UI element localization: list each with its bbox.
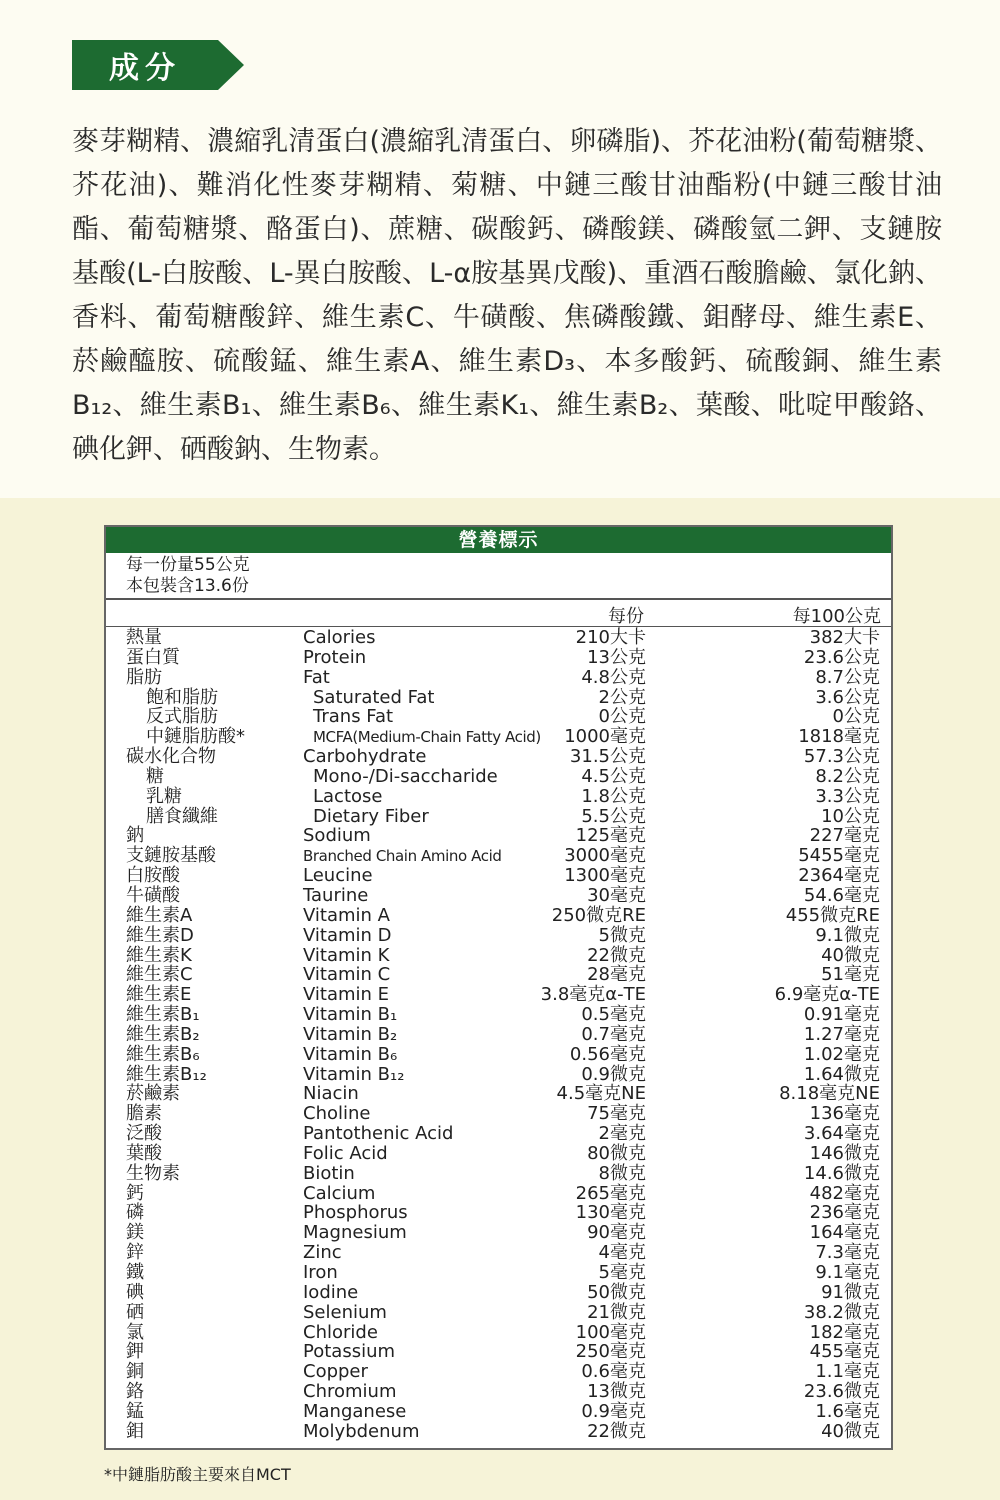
value-per-serving: 125毫克 [575, 825, 646, 847]
table-row [106, 727, 891, 747]
value-per-100g: 2364毫克 [798, 865, 880, 887]
nutrient-name-zh: 支鏈胺基酸 [126, 845, 216, 867]
value-per-serving: 28毫克 [587, 964, 646, 986]
value-per-100g: 51毫克 [821, 964, 880, 986]
nutrition-title: 營養標示 [106, 527, 891, 553]
value-per-100g: 6.9毫克α-TE [774, 984, 880, 1006]
nutrient-name-en: Biotin [303, 1162, 355, 1184]
table-row [106, 1184, 891, 1204]
value-per-serving: 0.9微克 [581, 1063, 646, 1085]
nutrient-name-en: Iodine [303, 1281, 359, 1303]
nutrient-name-en: Protein [303, 646, 367, 668]
table-row [106, 906, 891, 926]
nutrient-name-en: Leucine [303, 865, 373, 887]
value-per-100g: 23.6公克 [803, 646, 880, 668]
value-per-serving: 4.8公克 [581, 666, 646, 688]
value-per-serving: 100毫克 [575, 1321, 646, 1343]
col-per-100g: 每100公克 [792, 606, 881, 627]
value-per-100g: 7.3毫克 [815, 1242, 880, 1264]
value-per-100g: 164毫克 [809, 1222, 880, 1244]
value-per-100g: 91微克 [821, 1281, 880, 1303]
table-row [106, 1323, 891, 1343]
nutrient-name-en: Copper [303, 1361, 368, 1383]
nutrient-name-zh: 中鏈脂肪酸* [146, 726, 245, 748]
value-per-100g: 227毫克 [809, 825, 880, 847]
nutrient-name-en: Zinc [303, 1242, 342, 1264]
nutrient-name-en: Choline [303, 1103, 371, 1125]
table-row [106, 1402, 891, 1422]
value-per-100g: 9.1毫克 [815, 1262, 880, 1283]
value-per-100g: 54.6毫克 [803, 884, 880, 906]
value-per-100g: 1.1毫克 [815, 1361, 880, 1383]
nutrient-name-en: Carbohydrate [303, 746, 427, 768]
nutrient-name-en: Magnesium [303, 1222, 407, 1244]
value-per-serving: 3000毫克 [564, 845, 646, 867]
value-per-serving: 250毫克 [575, 1341, 646, 1363]
nutrient-name-zh: 維生素D [126, 924, 194, 946]
value-per-serving: 90毫克 [587, 1222, 646, 1244]
value-per-serving: 80微克 [587, 1142, 646, 1164]
nutrient-name-zh: 鉀 [126, 1341, 144, 1363]
value-per-100g: 1.27毫克 [803, 1023, 880, 1045]
nutrient-name-en: Vitamin A [303, 904, 390, 926]
value-per-100g: 236毫克 [809, 1202, 880, 1224]
table-row [106, 1243, 891, 1263]
nutrient-name-zh: 菸鹼素 [126, 1083, 180, 1105]
nutrient-name-zh: 維生素B₁ [126, 1004, 200, 1026]
table-row [106, 1342, 891, 1362]
table-row [106, 946, 891, 966]
nutrient-name-en: Branched Chain Amino Acid [303, 847, 502, 866]
nutrient-name-zh: 生物素 [126, 1162, 180, 1184]
table-row [106, 1124, 891, 1144]
nutrient-name-en: Vitamin D [303, 924, 392, 946]
table-row [106, 1382, 891, 1402]
table-row [106, 668, 891, 688]
table-row [106, 1045, 891, 1065]
value-per-100g: 10公克 [821, 805, 880, 827]
value-per-100g: 0公克 [832, 706, 880, 728]
nutrient-name-en: Selenium [303, 1301, 387, 1323]
nutrient-name-zh: 葉酸 [126, 1142, 162, 1164]
table-row [106, 1303, 891, 1323]
serving-info [106, 553, 891, 600]
value-per-100g: 23.6微克 [803, 1381, 880, 1403]
nutrient-name-en: Vitamin E [303, 984, 390, 1006]
value-per-serving: 22微克 [587, 944, 646, 966]
value-per-100g: 8.7公克 [815, 666, 880, 688]
value-per-100g: 382大卡 [809, 627, 880, 648]
table-row [106, 1263, 891, 1283]
table-row [106, 747, 891, 767]
nutrient-name-en: Vitamin C [303, 964, 391, 986]
table-row [106, 1005, 891, 1025]
value-per-serving: 4毫克 [598, 1242, 646, 1264]
nutrient-name-en: MCFA(Medium-Chain Fatty Acid) [313, 728, 541, 747]
nutrient-name-en: Potassium [303, 1341, 396, 1363]
nutrient-name-zh: 維生素B₆ [126, 1043, 200, 1065]
col-per-serving: 每份 [608, 606, 644, 627]
value-per-100g: 9.1微克 [815, 924, 880, 946]
value-per-100g: 455微克RE [785, 904, 880, 926]
value-per-serving: 0公克 [598, 706, 646, 728]
value-per-serving: 50微克 [587, 1281, 646, 1303]
nutrient-name-en: Chromium [303, 1381, 397, 1403]
value-per-serving: 210大卡 [575, 627, 646, 648]
value-per-100g: 1.6毫克 [815, 1400, 880, 1422]
value-per-100g: 40微克 [821, 1420, 880, 1442]
nutrient-name-zh: 氯 [126, 1321, 144, 1343]
nutrient-name-zh: 維生素A [126, 904, 193, 926]
value-per-100g: 182毫克 [809, 1321, 880, 1343]
nutrient-name-en: Fat [303, 666, 330, 688]
footnote: *中鏈脂肪酸主要來自MCT [104, 1465, 291, 1484]
nutrient-name-en: Niacin [303, 1083, 359, 1105]
nutrient-name-en: Vitamin B₆ [303, 1043, 398, 1065]
nutrient-name-en: Dietary Fiber [313, 805, 429, 827]
nutrient-name-zh: 泛酸 [126, 1123, 162, 1145]
table-row [106, 1283, 891, 1303]
value-per-100g: 8.2公克 [815, 765, 880, 787]
nutrient-name-en: Saturated Fat [313, 686, 435, 708]
nutrient-name-zh: 碳水化合物 [126, 746, 216, 768]
nutrient-name-zh: 硒 [126, 1301, 144, 1323]
table-row [106, 866, 891, 886]
table-row [106, 846, 891, 866]
table-row [106, 648, 891, 668]
value-per-100g: 1.64微克 [803, 1063, 880, 1085]
nutrient-name-en: Vitamin B₁₂ [303, 1063, 405, 1085]
value-per-serving: 4.5毫克NE [556, 1083, 646, 1105]
table-row [106, 1104, 891, 1124]
nutrient-name-en: Sodium [303, 825, 371, 847]
nutrition-table [104, 525, 893, 1450]
table-row [106, 965, 891, 985]
nutrient-name-en: Lactose [313, 785, 383, 807]
value-per-serving: 0.9毫克 [581, 1400, 646, 1422]
servings-per-pack: 本包裝含13.6份 [126, 576, 249, 596]
nutrient-name-zh: 維生素C [126, 964, 193, 986]
value-per-serving: 2毫克 [598, 1123, 646, 1145]
nutrient-name-en: Pantothenic Acid [303, 1123, 454, 1145]
nutrient-name-zh: 維生素K [126, 944, 192, 966]
nutrient-name-zh: 維生素B₁₂ [126, 1063, 207, 1085]
nutrient-name-en: Folic Acid [303, 1142, 388, 1164]
table-row [106, 926, 891, 946]
value-per-100g: 38.2微克 [803, 1301, 880, 1323]
nutrient-name-zh: 飽和脂肪 [146, 686, 218, 708]
value-per-serving: 4.5公克 [581, 765, 646, 787]
nutrient-name-zh: 乳糖 [146, 785, 182, 807]
value-per-serving: 1300毫克 [564, 865, 646, 887]
value-per-serving: 5.5公克 [581, 805, 646, 827]
value-per-serving: 3.8毫克α-TE [540, 984, 646, 1006]
value-per-100g: 57.3公克 [803, 746, 880, 768]
table-row [106, 1422, 891, 1442]
nutrient-name-zh: 鉬 [126, 1420, 144, 1442]
value-per-100g: 146微克 [809, 1142, 880, 1164]
nutrient-name-zh: 鈣 [126, 1182, 144, 1204]
value-per-serving: 21微克 [587, 1301, 646, 1323]
value-per-100g: 1.02毫克 [803, 1043, 880, 1065]
nutrient-name-zh: 鐵 [126, 1262, 144, 1283]
nutrient-name-en: Vitamin B₂ [303, 1023, 398, 1045]
nutrient-name-en: Chloride [303, 1321, 378, 1343]
table-row [106, 707, 891, 727]
value-per-100g: 3.3公克 [815, 785, 880, 807]
table-row [106, 1362, 891, 1382]
value-per-100g: 0.91毫克 [803, 1004, 880, 1026]
table-row [106, 1144, 891, 1164]
nutrient-name-en: Mono-/Di-saccharide [313, 765, 498, 787]
value-per-100g: 3.64毫克 [803, 1123, 880, 1145]
table-row [106, 1223, 891, 1243]
nutrient-name-en: Taurine [303, 884, 369, 906]
value-per-serving: 8微克 [598, 1162, 646, 1184]
nutrient-name-zh: 維生素E [126, 984, 192, 1006]
table-row [106, 1203, 891, 1223]
table-row [106, 886, 891, 906]
table-row [106, 688, 891, 708]
section-heading: 成分 [72, 40, 218, 90]
value-per-serving: 0.56毫克 [569, 1043, 646, 1065]
ingredients-text: 麥芽糊精、濃縮乳清蛋白(濃縮乳清蛋白、卵磷脂)、芥花油粉(葡萄糖漿、芥花油)、難消化性麥芽糊精、菊糖、中鏈三酸甘油酯粉(中鏈三酸甘油酯、葡萄糖漿、酪蛋白)、蔗糖、碳酸鈣、磷酸鎂、磷酸氫二鉀、支鏈胺基酸(L-白胺酸、L-異白胺酸、L-α胺基異戊酸)、重酒石酸膽鹼、氯化鈉、香料、葡萄糖酸鋅、維生素C、牛磺酸、焦磷酸鐵、鉬酵母、維生素E、菸鹼醯胺、硫酸錳、維生素A、維生素D₃、本多酸鈣、硫酸銅、維生素B₁₂、維生素B₁、維生素B₆、維生素K₁、維生素B₂、葉酸、吡啶甲酸鉻、碘化鉀、硒酸鈉、生物素。 [72, 126, 942, 465]
nutrient-name-zh: 白胺酸 [126, 865, 180, 887]
value-per-serving: 130毫克 [575, 1202, 646, 1224]
nutrient-name-zh: 糖 [146, 765, 164, 787]
table-row [106, 1084, 891, 1104]
nutrient-name-zh: 膳食纖維 [146, 805, 218, 827]
nutrient-name-zh: 脂肪 [126, 666, 162, 688]
column-headers [106, 600, 891, 627]
nutrient-name-en: Vitamin B₁ [303, 1004, 398, 1026]
nutrient-name-en: Manganese [303, 1400, 407, 1422]
table-row [106, 1065, 891, 1085]
value-per-serving: 5微克 [598, 924, 646, 946]
value-per-serving: 1000毫克 [564, 726, 646, 748]
nutrient-name-zh: 鈉 [126, 825, 144, 847]
nutrient-name-en: Phosphorus [303, 1202, 408, 1224]
nutrient-rows [106, 627, 891, 1442]
value-per-serving: 2公克 [598, 686, 646, 708]
value-per-serving: 0.5毫克 [581, 1004, 646, 1026]
value-per-100g: 40微克 [821, 944, 880, 966]
nutrient-name-zh: 鉻 [126, 1381, 144, 1403]
value-per-100g: 3.6公克 [815, 686, 880, 708]
value-per-serving: 13公克 [587, 646, 646, 668]
value-per-100g: 455毫克 [809, 1341, 880, 1363]
value-per-serving: 0.7毫克 [581, 1023, 646, 1045]
value-per-100g: 1818毫克 [798, 726, 880, 748]
value-per-serving: 265毫克 [575, 1182, 646, 1204]
value-per-serving: 5毫克 [598, 1262, 646, 1283]
value-per-100g: 14.6微克 [803, 1162, 880, 1184]
nutrient-name-zh: 牛磺酸 [126, 884, 180, 906]
nutrient-name-zh: 鎂 [126, 1222, 144, 1244]
table-row [106, 1164, 891, 1184]
table-row [106, 628, 891, 648]
nutrient-name-zh: 磷 [126, 1202, 144, 1224]
nutrient-name-zh: 錳 [126, 1400, 144, 1422]
table-row [106, 985, 891, 1005]
table-row [106, 807, 891, 827]
value-per-serving: 1.8公克 [581, 785, 646, 807]
value-per-100g: 8.18毫克NE [779, 1083, 880, 1105]
nutrient-name-zh: 蛋白質 [126, 646, 180, 668]
nutrient-name-zh: 鋅 [126, 1242, 144, 1264]
nutrient-name-en: Iron [303, 1262, 338, 1283]
nutrient-name-zh: 熱量 [126, 627, 162, 648]
nutrient-name-en: Calcium [303, 1182, 376, 1204]
value-per-serving: 250微克RE [551, 904, 646, 926]
value-per-serving: 13微克 [587, 1381, 646, 1403]
nutrient-name-zh: 膽素 [126, 1103, 162, 1125]
value-per-serving: 22微克 [587, 1420, 646, 1442]
nutrient-name-en: Vitamin K [303, 944, 390, 966]
nutrient-name-en: Calories [303, 627, 376, 648]
value-per-100g: 482毫克 [809, 1182, 880, 1204]
nutrient-name-zh: 銅 [126, 1361, 144, 1383]
table-row [106, 826, 891, 846]
value-per-serving: 30毫克 [587, 884, 646, 906]
value-per-serving: 75毫克 [587, 1103, 646, 1125]
nutrient-name-zh: 維生素B₂ [126, 1023, 200, 1045]
table-row [106, 767, 891, 787]
nutrient-name-zh: 反式脂肪 [146, 706, 218, 728]
nutrient-name-zh: 碘 [126, 1281, 144, 1303]
value-per-serving: 31.5公克 [569, 746, 646, 768]
serving-size: 每一份量55公克 [126, 555, 250, 575]
value-per-serving: 0.6毫克 [581, 1361, 646, 1383]
nutrient-name-en: Molybdenum [303, 1420, 420, 1442]
nutrient-name-en: Trans Fat [313, 706, 394, 728]
table-row [106, 787, 891, 807]
value-per-100g: 5455毫克 [798, 845, 880, 867]
value-per-100g: 136毫克 [809, 1103, 880, 1125]
table-row [106, 1025, 891, 1045]
